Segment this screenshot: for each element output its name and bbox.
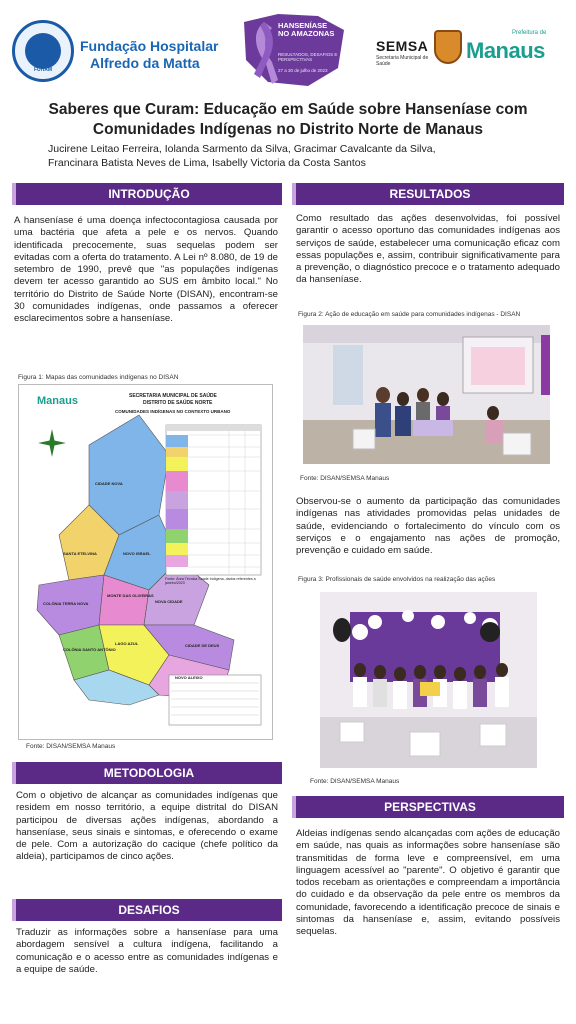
poster-title-line1: Saberes que Curam: Educação em Saúde sobre Hanseníase com bbox=[48, 101, 528, 118]
section-resultados: RESULTADOS bbox=[292, 183, 564, 205]
fhadm-name bbox=[80, 38, 218, 72]
map-region-label: CIDADE NOVA bbox=[95, 481, 123, 486]
fig3-photo bbox=[320, 592, 537, 768]
event-title-line1: HANSENÍASE bbox=[278, 21, 328, 30]
semsa-subtitle: Secretaria Municipal de Saúde bbox=[376, 55, 429, 67]
metodologia-text: Com o objetivo de alcançar as comunidades indígenas que residem em nosso território, a equipe distrital do DISAN participou de diversas ações indígenas, abordando a hanseníase, seus sinais e sintomas, e oferecendo o exame de pele. Com a autorização do cacique (chefe político da aldeia), participamos de cinco ações. bbox=[16, 790, 278, 863]
map-region-label: MONTE DAS OLIVEIRAS bbox=[107, 593, 154, 598]
resultados-text-2: Observou-se o aumento da participação das comunidades indígenas nas atividades promovidas pelas unidades de saúde, evidenciando o fortalecimento do vínculo com os serviços e o engajamento nas ações de promoção, prevenção e cuidado em saúde. bbox=[296, 496, 560, 557]
fhadm-logo bbox=[12, 20, 74, 82]
section-introducao: INTRODUÇÃO bbox=[12, 183, 282, 205]
manaus-logo-text: Manaus bbox=[466, 38, 545, 63]
map-footnote: Fonte: Área Técnica Saúde Indígena, dados referentes a janeiro/2023 bbox=[165, 577, 256, 585]
fig3-source: Fonte: DISAN/SEMSA Manaus bbox=[310, 778, 400, 785]
map-region-label: SANTA ETELVINA bbox=[63, 551, 97, 556]
intro-text: A hanseníase é uma doença infectocontagiosa causada por uma bactéria que afeta a pele e os nervos. Quando identificada precocemente, suas sequelas podem ser evitadas com a oferta do tratamento. A Lei nº 8.080, de 19 de setembro de 1990, prevê que "as populações indígenas devem ter acesso garantido ao SUS em âmbito local." No território do Distrito de Saúde Norte (DISAN), encontram-se 30 comunidades indígenas, onde passamos a oferecer esclarecimentos sobre a hanseníase. bbox=[14, 215, 278, 325]
fig1-caption: Figura 1: Mapas das comunidades indígenas no DISAN bbox=[18, 374, 179, 381]
fig2-caption: Figura 2: Ação de educação em saúde para comunidades indígenas - DISAN bbox=[298, 311, 521, 318]
team-photo-icon bbox=[320, 592, 537, 768]
event-title-line2: NO AMAZONAS bbox=[278, 29, 335, 38]
event-title bbox=[278, 22, 354, 38]
fhadm-name-line1: Fundação Hospitalar bbox=[80, 38, 219, 54]
map-region-label: LAGO AZUL bbox=[115, 641, 139, 646]
event-date: 27 a 30 de julho de 2023 bbox=[278, 68, 328, 73]
section-desafios: DESAFIOS bbox=[12, 899, 282, 921]
desafios-text: Traduzir as informações sobre a hanseníase para uma abordagem sensível a cultura indígena, facilitando a comunicação e o acesso entre as comunidades indígenas e a equipe de saúde. bbox=[16, 927, 278, 975]
map-region-label: NOVO ISRAEL bbox=[123, 551, 151, 556]
map-region-label: NOVO ALEIXO bbox=[175, 675, 203, 680]
authors-line2: Francinara Batista Neves de Lima, Isabelly Victoria da Costa Santos bbox=[48, 157, 366, 169]
map-region-label: COLÔNIA TERRA NOVA bbox=[43, 601, 89, 606]
authors-line1: Jucirene Leitao Ferreira, Iolanda Sarmento da Silva, Gracimar Cavalcante da Silva, bbox=[48, 143, 436, 155]
fig2-source: Fonte: DISAN/SEMSA Manaus bbox=[300, 475, 390, 482]
fig1-source: Fonte: DISAN/SEMSA Manaus bbox=[26, 743, 116, 750]
event-subtitle: RESULTADOS, DESAFIOS E PERSPECTIVAS bbox=[278, 52, 338, 62]
fhadm-seal-icon bbox=[25, 33, 61, 69]
map-subtitle: COMUNIDADES INDÍGENAS NO CONTEXTO URBANO bbox=[115, 409, 231, 414]
fhadm-name-line2: Alfredo da Matta bbox=[90, 55, 200, 71]
authors bbox=[48, 142, 528, 170]
section-perspectivas: PERSPECTIVAS bbox=[292, 796, 564, 818]
fig2-photo bbox=[303, 325, 550, 464]
fig1-map bbox=[18, 384, 273, 740]
map-region-label: COLÔNIA SANTO ANTÔNIO bbox=[63, 647, 116, 652]
map-logo: Manaus bbox=[37, 395, 78, 407]
fhadm-seal-text: FUHAM bbox=[33, 67, 53, 73]
map-region-label: NOVA CIDADE bbox=[155, 599, 183, 604]
section-metodologia: METODOLOGIA bbox=[12, 762, 282, 784]
manaus-crest-icon bbox=[434, 30, 462, 64]
prefeitura-label: Prefeitura de bbox=[512, 30, 547, 36]
legend-rows bbox=[166, 435, 188, 567]
perspectivas-text: Aldeias indígenas sendo alcançadas com ações de educação em saúde, nas quais as informações sobre hanseníase são transmitidas de forma leve e compreensível, em uma linguagem acessível ao "parente". O objetivo é garantir que todos recebam as orientações e compreendam a importância do cuidado e da observação da pele entre os membros da comunidade, favorecendo a identificação precoce de sinais e sintomas da hanseníase e, assim, evitando possíveis sequelas. bbox=[296, 828, 560, 938]
map-header-line2: DISTRITO DE SAÚDE NORTE bbox=[143, 400, 213, 406]
map-region-label: CIDADE DE DEUS bbox=[185, 643, 220, 648]
semsa-logo-text: SEMSA bbox=[376, 38, 429, 54]
district-map-icon bbox=[19, 385, 272, 739]
poster-title bbox=[20, 100, 556, 140]
poster-title-line2: Comunidades Indígenas no Distrito Norte de Manaus bbox=[92, 121, 484, 138]
classroom-photo-icon bbox=[303, 325, 550, 464]
fig3-caption: Figura 3: Profissionais de saúde envolvidos na realização das ações bbox=[298, 576, 496, 583]
map-header-line1: SECRETARIA MUNICIPAL DE SAÚDE bbox=[129, 393, 217, 399]
resultados-text-1: Como resultado das ações desenvolvidas, foi possível garantir o acesso oportuno das comunidades indígenas aos serviços de saúde, estabelecer uma comunicação eficaz com essas populações e, assim, contribuir significativamente para a prevenção, o diagnóstico precoce e o tratamento adequado da hanseníase. bbox=[296, 213, 560, 286]
compass-icon bbox=[38, 429, 66, 457]
